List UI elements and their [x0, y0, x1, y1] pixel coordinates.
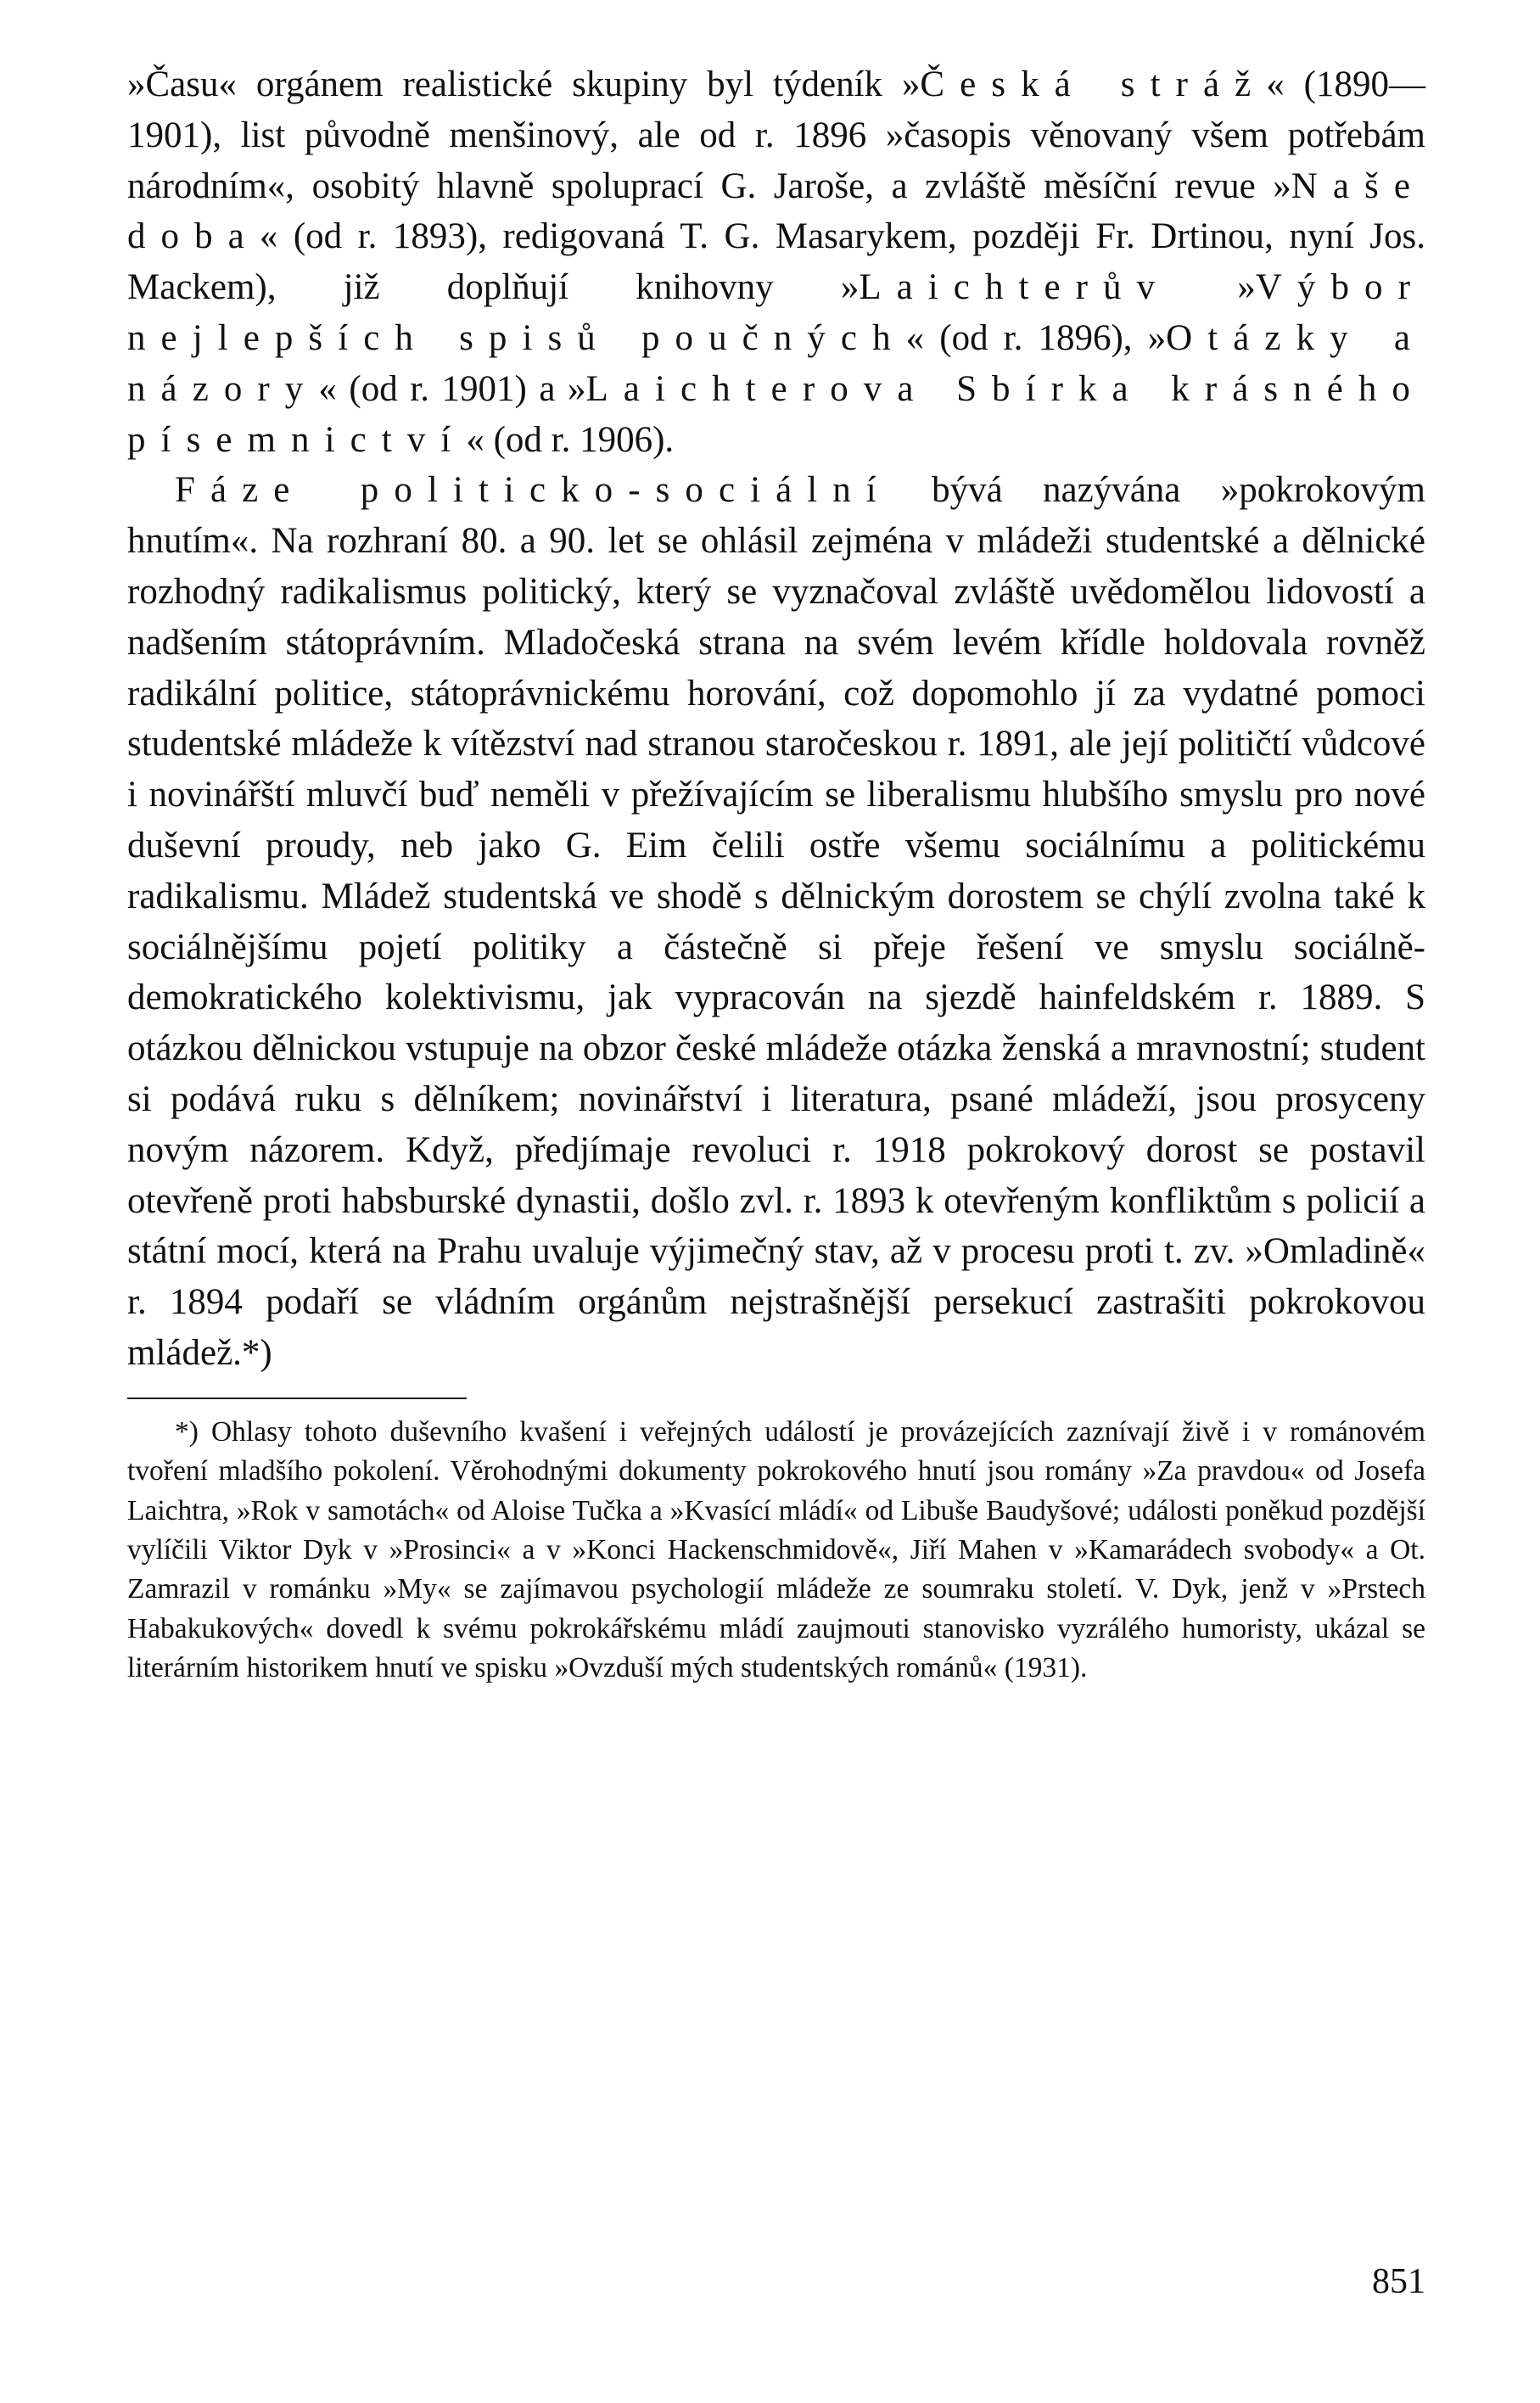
- text-segment: bývá nazývána »pokrokovým hnutím«. Na rozhraní 80. a 90. let se ohlásil zejména v mládeži studentské a dělnické rozhodný radikalismus politický, který se vyznačoval zvláště uvědomělou lidovostí a nadšením státoprávním. Mladočeská strana na svém levém křídle holdovala rovněž radikální politice, státoprávnickému horování, což dopomohlo jí za vydatné pomoci studentské mládeže k vítězství nad stranou staročeskou r. 1891, ale její političtí vůdcové i novinářští mluvčí buď neměli v přežívajícím se liberalismu hlubšího smyslu pro nové duševní proudy, neb jako G. Eim čelili ostře všemu sociálnímu a politickému radikalismu. Mládež studentská ve shodě s dělnickým dorostem se chýlí zvolna také k sociálnějšímu pojetí politiky a částečně si přeje řešení ve smyslu sociálně-demokratického kolektivismu, jak vypracován na sjezdě hainfeldském r. 1889. S otázkou dělnickou vstupuje na obzor české mládeže otázka ženská a mravnostní; student si podává ruku s dělníkem; novinářství i literatura, psané mládeží, jsou prosyceny novým názorem. Když, předjímaje revoluci r. 1918 pokrokový dorost se postavil otevřeně proti habsburské dynastii, došlo zvl. r. 1893 k otevřeným konfliktům s policií a státní mocí, která na Prahu uvaluje výjimečný stav, až v procesu proti t. zv. »Omladině« r. 1894 podaří se vládním orgánům nejstrašnější persekucí zastrašiti pokrokovou mládež.*): [127, 470, 1425, 1373]
- paragraph-1: [127, 59, 1425, 465]
- text-segment: « (od r. 1901) a »: [318, 368, 586, 409]
- spaced-title: Otázky a názory: [127, 317, 1425, 409]
- footnote: *) Ohlasy tohoto duševního kvašení i veřejných událostí je provázejících zaznívají živě i v románovém tvoření mladšího pokolení. Věrohodnými dokumenty pokrokového hnutí jsou romány »Za pravdou« od Josefa Laichtra, »Rok v samotách« od Aloise Tučka a »Kvasící mládí« od Libuše Baudyšové; události poněkud pozdější vylíčili Viktor Dyk v »Prosinci« a v »Konci Hackenschmidově«, Jiří Mahen v »Kamarádech svobody« a Ot. Zamrazil v románku »My« se zajímavou psychologií mládeže ze soumraku století. V. Dyk, jenž v »Prstech Habakukových« dovedl k svému pokrokářskému mládí zaujmouti stanovisko vyzrálého humoristy, ukázal se literárním historikem hnutí ve spisku »Ovzduší mých studentských románů« (1931).: [127, 1415, 1425, 1684]
- spaced-title: Naše doba: [127, 165, 1425, 257]
- paragraph-2: [127, 465, 1425, 1378]
- footnote-divider: [127, 1398, 467, 1399]
- text-segment: »: [1170, 267, 1256, 308]
- spaced-title: Výbor nejlepších spisů poučných: [127, 267, 1425, 358]
- page-number: 851: [1372, 2262, 1425, 2301]
- spaced-title: Česká stráž: [920, 64, 1267, 104]
- text-segment: « (od r. 1896), »: [905, 317, 1167, 358]
- main-text: [127, 59, 1425, 1379]
- spaced-heading: Fáze politicko-sociální: [175, 470, 892, 511]
- text-segment: « (od r. 1906).: [466, 419, 675, 460]
- text-segment: « (od r. 1893), redigovaná T. G. Masarykem, později Fr. Drtinou, nyní Jos. Mackem), již doplňují knihovny »: [127, 216, 1425, 308]
- text-segment: « (1890—1901), list původně menšinový, ale od r. 1896 »časopis věnovaný všem potřebám národním«, osobitý hlavně spoluprací G. Jaroše, a zvláště měsíční revue »: [127, 64, 1425, 206]
- spaced-title: Laichterův: [859, 267, 1171, 308]
- spaced-title: Laichterova Sbírka krásného písemnictví: [127, 368, 1425, 460]
- text-segment: »Času« orgánem realistické skupiny byl týdeník »: [127, 64, 921, 104]
- book-page: [127, 59, 1425, 2384]
